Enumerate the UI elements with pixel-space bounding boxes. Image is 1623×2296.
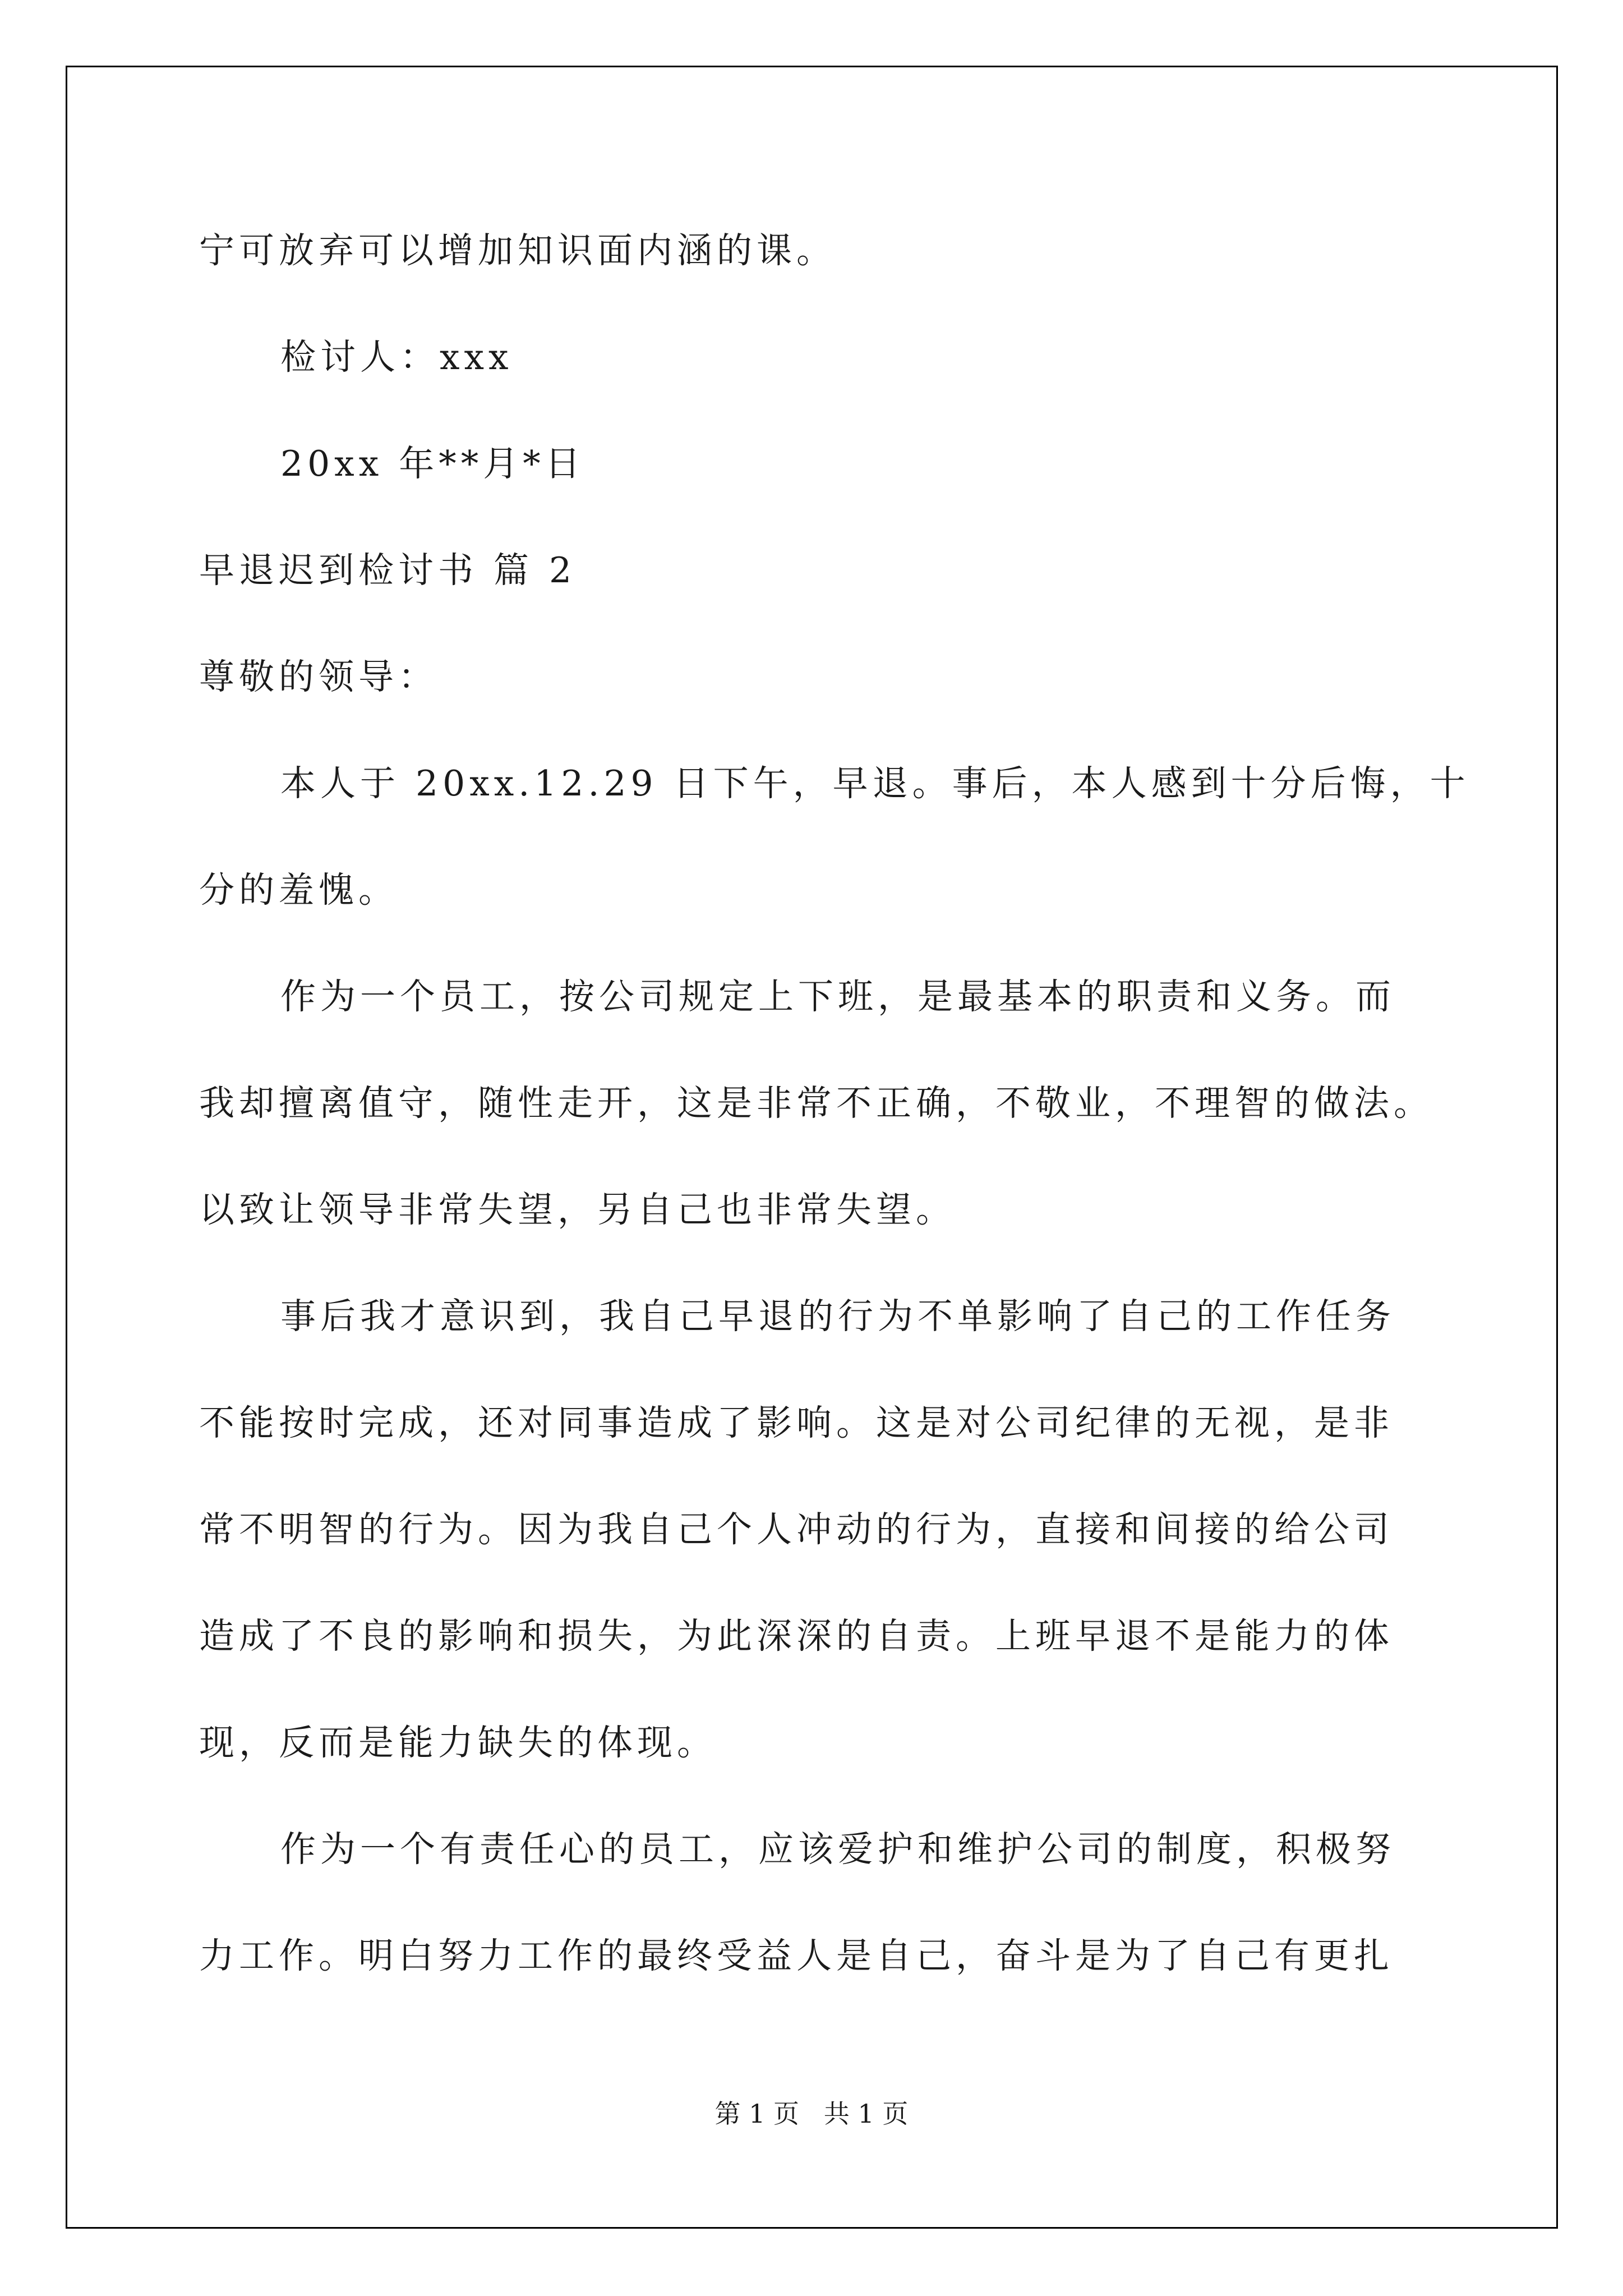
- body-line: 现，反而是能力缺失的体现。: [199, 1722, 717, 1763]
- body-line: 以致让领导非常失望，另自己也非常失望。: [199, 1189, 956, 1230]
- body-line: 分的羞愧。: [199, 869, 398, 910]
- body-line: 力工作。明白努力工作的最终受益人是自己，奋斗是为了自己有更扎: [199, 1935, 1394, 1976]
- body-line: 作为一个员工，按公司规定上下班，是最基本的职责和义务。而: [280, 976, 1395, 1017]
- body-line: 我却擅离值守，随性走开，这是非常不正确，不敬业，不理智的做法。: [199, 1083, 1433, 1124]
- body-line: 不能按时完成，还对同事造成了影响。这是对公司纪律的无视，是非: [199, 1402, 1394, 1443]
- date-line: 20xx 年**月*日: [280, 443, 585, 484]
- body-line: 造成了不良的影响和损失，为此深深的自责。上班早退不是能力的体: [199, 1616, 1394, 1657]
- page-border: [66, 66, 1558, 2229]
- section-heading: 早退迟到检讨书 篇 2: [199, 550, 577, 591]
- salutation: 尊敬的领导：: [199, 656, 438, 697]
- body-line: 常不明智的行为。因为我自己个人冲动的行为，直接和间接的给公司: [199, 1509, 1394, 1550]
- body-line: 事后我才意识到，我自己早退的行为不单影响了自己的工作任务: [280, 1296, 1395, 1337]
- body-line: 本人于 20xx.12.29 日下午，早退。事后，本人感到十分后悔，十: [280, 763, 1470, 804]
- body-line: 宁可放弃可以增加知识面内涵的课。: [199, 230, 836, 271]
- page-number-footer: 第 1 页 共 1 页: [714, 2099, 909, 2129]
- signature-line: 检讨人：xxx: [280, 337, 513, 378]
- body-line: 作为一个有责任心的员工，应该爱护和维护公司的制度，积极努: [280, 1829, 1395, 1870]
